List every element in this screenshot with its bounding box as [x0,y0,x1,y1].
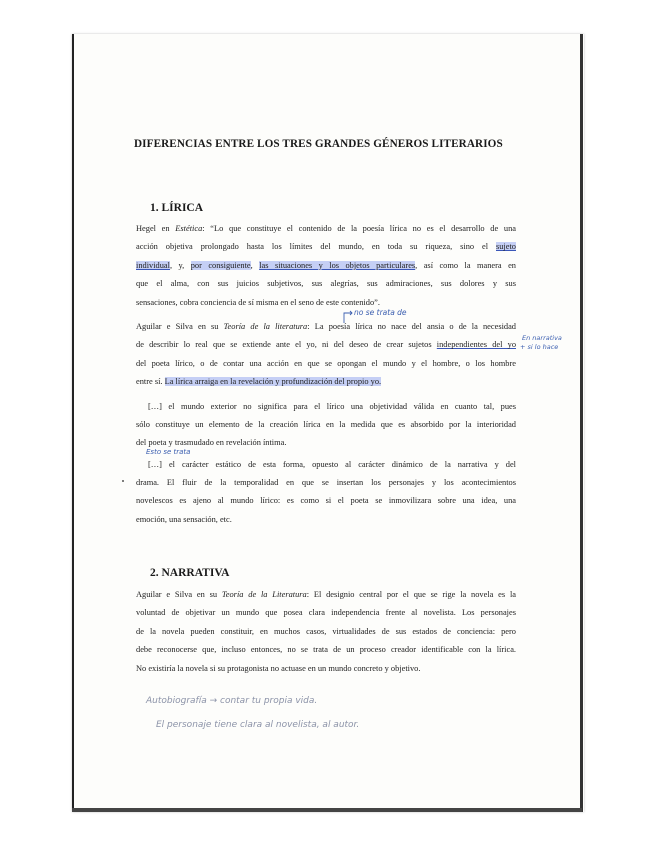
handwritten-note-en-narrativa: En narrativa [522,334,562,342]
paragraph-aguilar-lirica [136,318,516,392]
page-content [72,34,582,812]
text-line: No existiría la novela si su protagonista no actuase en un mundo concreto y objetivo. [136,663,421,673]
paragraph-caracter-estatico [148,456,516,474]
paragraph-hegel [136,220,516,312]
text-line: de describir lo real que se extiende ante el yo, ni del deseo de crear sujetos independientes del yo [136,340,516,350]
text-line: que el alma, con sus juicios subjetivos, sus alegrías, sus admiraciones, sus dolores y sus [136,279,516,289]
handwritten-note-no-se-trata: no se trata de [354,308,407,317]
text-line: voluntad de objetivar un mundo que posea clara independencia frente al novelista. Los personajes [136,608,516,618]
handwritten-note-si-lo-hace: + si lo hace [520,343,559,351]
text-line: […] el carácter estático de esta forma, opuesto al carácter dinámico de la narrativa y del [148,460,516,469]
section-heading-lirica: 1. LÍRICA [150,202,204,214]
text-line: […] el mundo exterior no significa para el lírico una objetividad válida en cuanto tal, pues [148,402,516,411]
section-heading-narrativa: 2. NARRATIVA [150,567,230,579]
text-line: novelescos es ajeno al mundo lírico: es como si el poeta se inmovilizara sobre una idea, una [136,496,516,506]
text-line: debe reconocerse que, incluso entonces, no se trata de un proceso creador identificable con la lírica. [136,645,516,655]
paragraph-caracter-estatico-cont [136,474,516,529]
text-line: emoción, una sensación, etc. [136,514,232,524]
paragraph-mundo-exterior-cont [136,416,516,453]
text-line: Aguilar e Silva en su Teoría de la literatura: La poesía lírica no nace del ansia o de la necesidad [136,322,516,331]
text-line: de la novela pueden constituir, en muchos casos, virtualidades de sus estados de conciencia: pero [136,626,516,636]
text-line: acción objetiva prolongado hasta los límites del mundo, en toda su riqueza, sino el sujeto [136,242,516,252]
paragraph-mundo-exterior [148,398,516,416]
handwritten-note-personaje: El personaje tiene clara al novelista, al autor. [156,720,360,730]
handwritten-note-esto-se-trata: Esto se trata [146,448,191,456]
text-line: sólo constituye un elemento de la creación lírica en la medida que es absorbido por la interioridad [136,420,516,429]
margin-dot [122,480,124,482]
text-line: individual, y, por consiguiente, las situaciones y los objetos particulares, así como la manera en [136,260,516,270]
text-line: del poeta lírico, o de contar una acción en que se opongan el mundo y el hombre, o los hombre [136,358,516,368]
text-line: del poeta y trasmudado en revelación íntima. [136,438,287,448]
text-line: Aguilar e Silva en su Teoría de la Literatura: El designio central por el que se rige la novela es la [136,590,516,599]
text-line: drama. El fluir de la temporalidad en que se insertan los personajes y los acontecimientos [136,478,516,487]
document-title: DIFERENCIAS ENTRE LOS TRES GRANDES GÉNEROS LITERARIOS [134,138,503,150]
text-line: Hegel en Estética: “Lo que constituye el contenido de la poesía lírica no es el desarrollo de una [136,224,516,233]
paragraph-aguilar-narrativa [136,586,516,678]
text-line: entre sí. La lírica arraiga en la revelación y profundización del propio yo. [136,377,382,387]
text-line: sensaciones, cobra conciencia de sí misma en el seno de este contenido”. [136,297,380,307]
handwritten-note-autobiografia: Autobiografía → contar tu propia vida. [146,696,318,706]
